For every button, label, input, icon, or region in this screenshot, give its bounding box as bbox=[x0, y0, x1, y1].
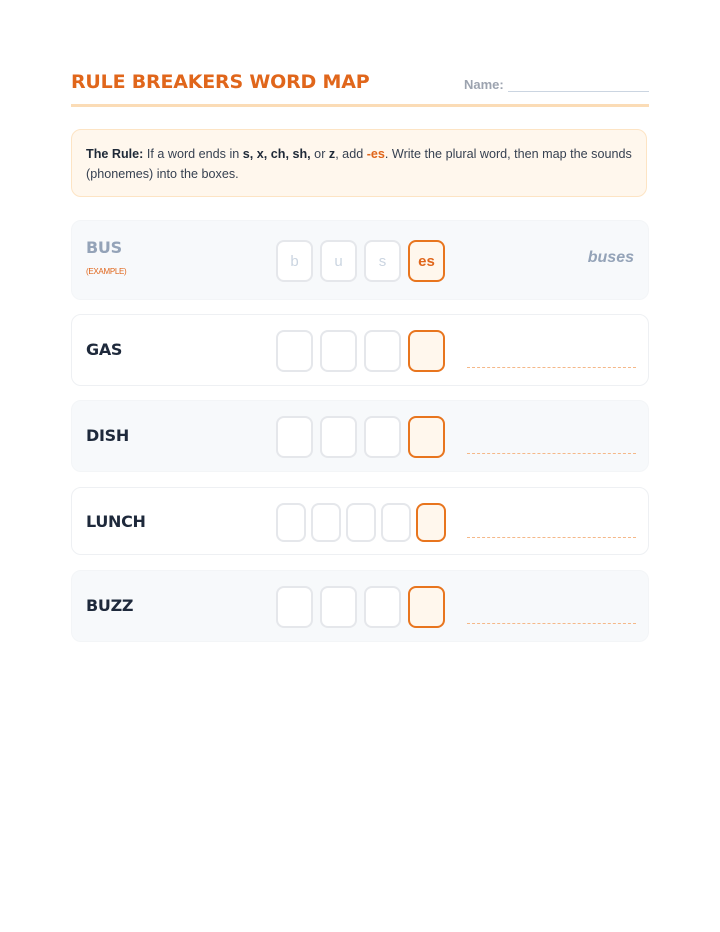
answer-line[interactable] bbox=[467, 453, 636, 454]
page-title: RULE BREAKERS WORD MAP bbox=[71, 71, 370, 93]
sound-box[interactable] bbox=[276, 586, 313, 628]
word-label: LUNCH bbox=[86, 512, 146, 531]
sound-box[interactable] bbox=[346, 503, 376, 542]
es-sound-box[interactable] bbox=[408, 416, 445, 458]
sound-box[interactable] bbox=[364, 330, 401, 372]
rule-suffix: -es bbox=[366, 147, 385, 161]
example-word: BUS bbox=[86, 238, 122, 257]
rule-endings: s, x, ch, sh, bbox=[242, 147, 311, 161]
word-label: BUZZ bbox=[86, 596, 134, 615]
rule-text-2: or bbox=[310, 147, 329, 161]
word-row bbox=[71, 570, 649, 642]
sound-box[interactable] bbox=[364, 586, 401, 628]
sound-box: b bbox=[276, 240, 313, 282]
answer-line[interactable] bbox=[467, 623, 636, 624]
example-answer: buses bbox=[587, 249, 634, 266]
word-row bbox=[71, 400, 649, 472]
sound-box[interactable] bbox=[320, 586, 357, 628]
rule-last-ending: z bbox=[328, 147, 336, 161]
example-tag: (EXAMPLE) bbox=[86, 267, 127, 276]
es-sound-box[interactable] bbox=[408, 330, 445, 372]
sound-box[interactable] bbox=[381, 503, 411, 542]
example-row bbox=[71, 220, 649, 300]
rule-instructions bbox=[71, 129, 647, 197]
rule-label: The Rule: bbox=[86, 147, 144, 161]
rule-text-3: , add bbox=[335, 147, 367, 161]
sound-box[interactable] bbox=[320, 330, 357, 372]
word-label: DISH bbox=[86, 426, 129, 445]
sound-box[interactable] bbox=[364, 416, 401, 458]
rule-text-1: If a word ends in bbox=[143, 147, 243, 161]
es-sound-box: es bbox=[408, 240, 445, 282]
word-label: GAS bbox=[86, 340, 123, 359]
sound-box[interactable] bbox=[276, 416, 313, 458]
es-sound-box[interactable] bbox=[408, 586, 445, 628]
header bbox=[71, 70, 649, 108]
sound-box[interactable] bbox=[276, 503, 306, 542]
word-row bbox=[71, 487, 649, 555]
answer-line[interactable] bbox=[467, 367, 636, 368]
word-row bbox=[71, 314, 649, 386]
rule-text-4: . Write the plural word, then map the sounds (phonemes) into the boxes. bbox=[86, 147, 632, 181]
sound-box[interactable] bbox=[276, 330, 313, 372]
header-divider bbox=[71, 104, 649, 107]
answer-line[interactable] bbox=[467, 537, 636, 538]
sound-box: u bbox=[320, 240, 357, 282]
sound-box[interactable] bbox=[320, 416, 357, 458]
sound-box[interactable] bbox=[311, 503, 341, 542]
es-sound-box[interactable] bbox=[416, 503, 446, 542]
sound-box: s bbox=[364, 240, 401, 282]
name-label: Name: bbox=[464, 77, 504, 92]
name-field-line[interactable] bbox=[508, 91, 649, 92]
